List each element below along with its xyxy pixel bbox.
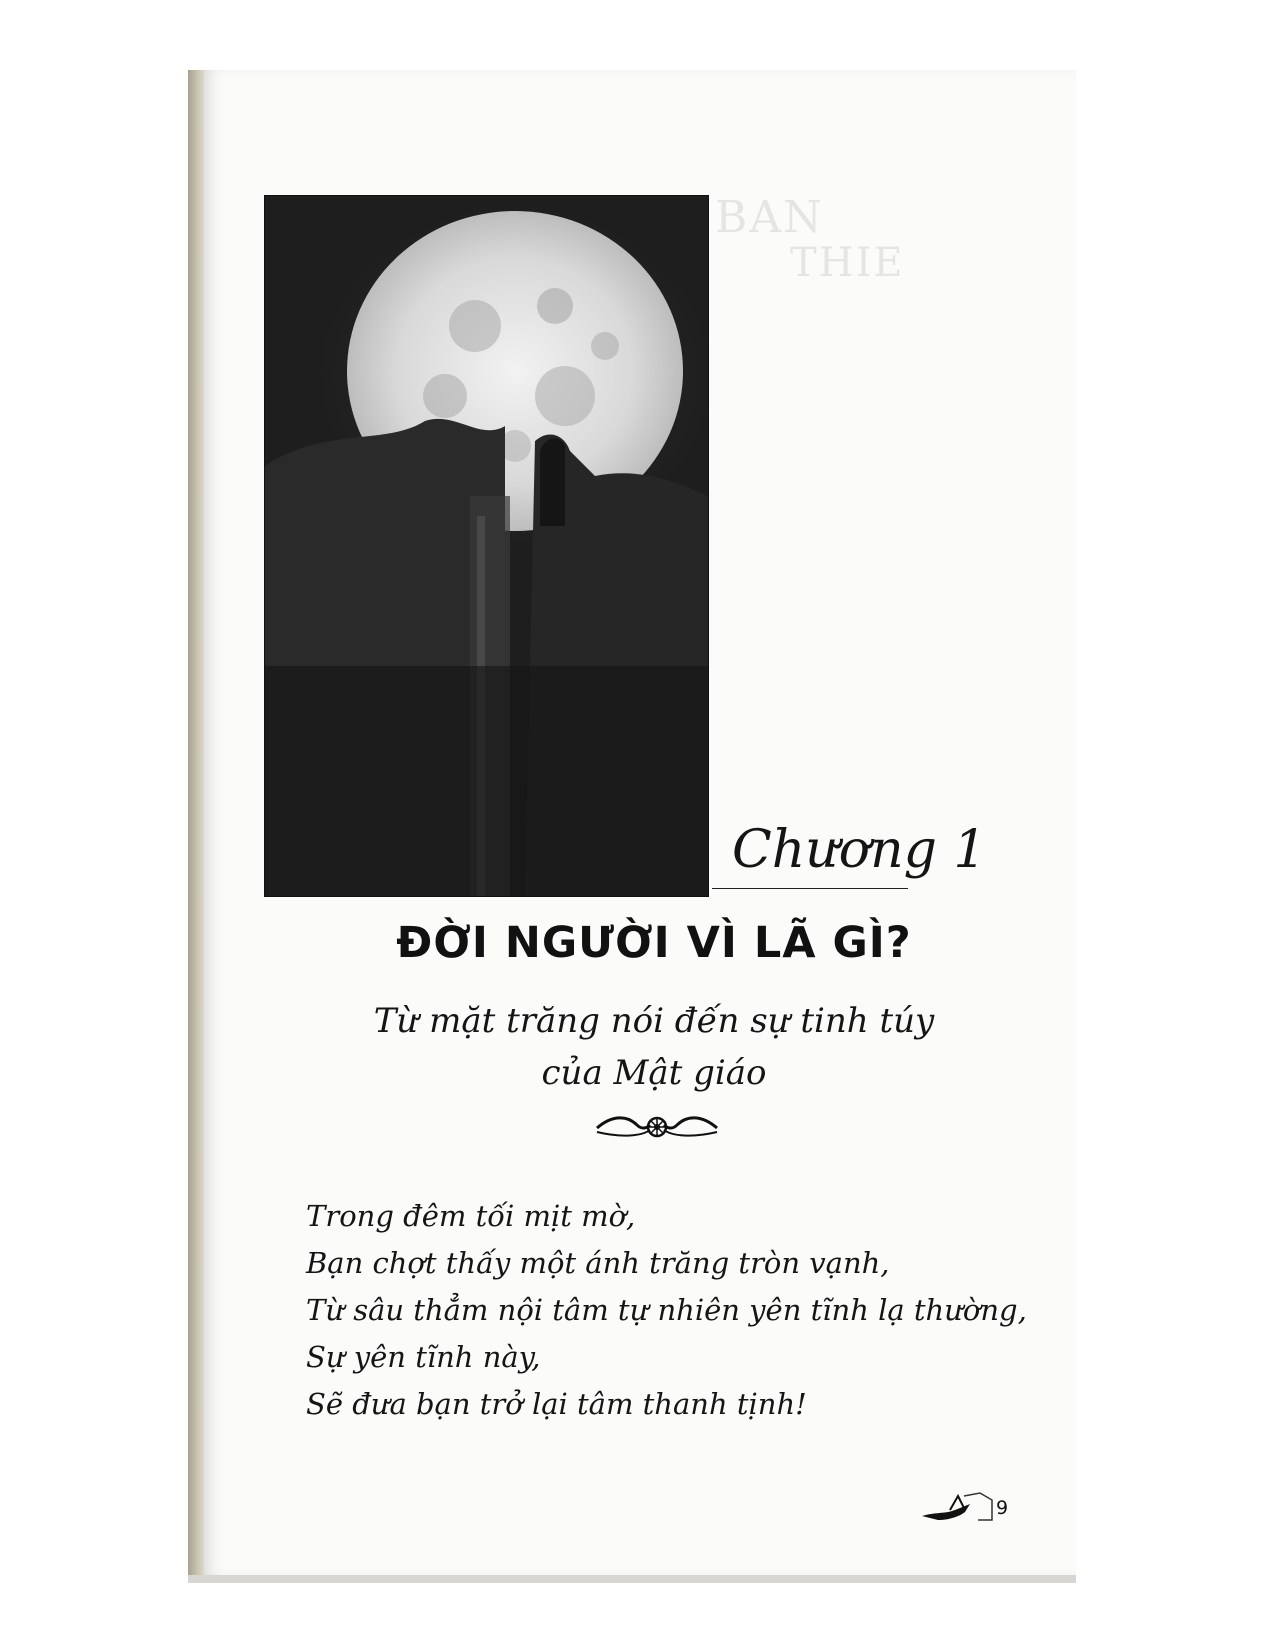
chapter-label: Chương 1 (732, 820, 987, 880)
poem (306, 1193, 1027, 1428)
chapter-subtitle (264, 995, 1044, 1099)
poem-line: Sẽ đưa bạn trở lại tâm thanh tịnh! (306, 1387, 807, 1421)
bleed-through-text: BAN (715, 195, 824, 241)
poem-line: Trong đêm tối mịt mờ, (306, 1199, 636, 1233)
page-number: 9 (996, 1497, 1009, 1519)
full-moon-photo (264, 195, 709, 897)
chapter-title: ĐỜI NGƯỜI VÌ LÃ GÌ? (396, 918, 912, 968)
poem-line: Từ sâu thẳm nội tâm tự nhiên yên tĩnh lạ thường, (306, 1293, 1027, 1327)
subtitle-line: Từ mặt trăng nói đến sự tinh túy (373, 1001, 935, 1041)
flourish-ornament-icon (592, 1110, 722, 1144)
book-spine (188, 70, 204, 1575)
bleed-through-text: THIE (790, 240, 905, 286)
chapter-underline (712, 888, 908, 889)
poem-line: Sự yên tĩnh này, (306, 1340, 541, 1374)
page-bottom-edge (188, 1575, 1076, 1583)
bird-ornament-icon (920, 1490, 995, 1530)
poem-line: Bạn chợt thấy một ánh trăng tròn vạnh, (306, 1246, 890, 1280)
subtitle-line: của Mật giáo (541, 1053, 767, 1093)
